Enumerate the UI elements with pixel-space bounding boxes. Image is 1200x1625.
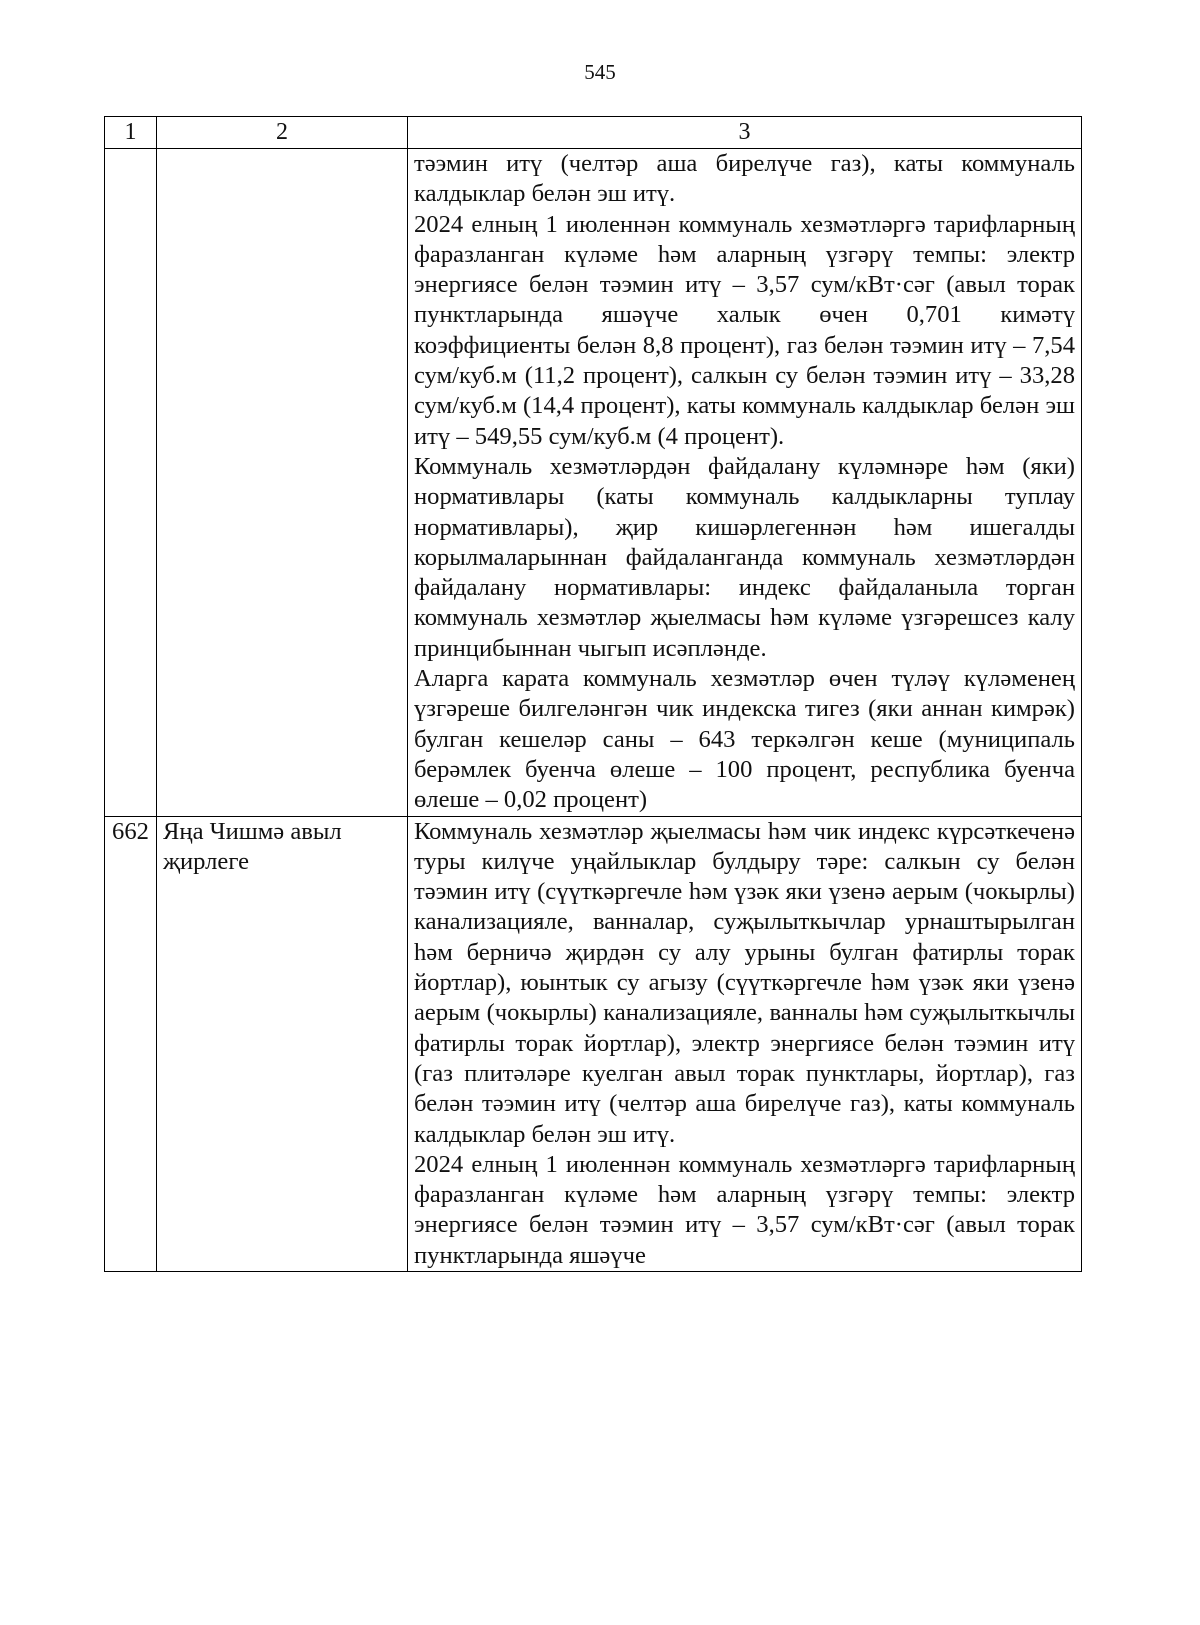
description-paragraph: 2024 елның 1 июленнән коммуналь хезмәтләргә тарифларның фаразланган күләме һәм аларның үзгәрү темпы: электр энергиясе белән тәэмин итү – 3,57 сум/кВт·сәг (авыл торак пунктларында яшәүче (414, 1150, 1075, 1269)
column-header-1: 1 (105, 117, 157, 149)
row-description (408, 149, 1082, 817)
description-paragraph: тәэмин итү (челтәр аша бирелүче газ), каты коммуналь калдыклар белән эш итү. (414, 150, 1075, 208)
column-header-2: 2 (157, 117, 408, 149)
description-paragraph: Коммуналь хезмәтләр җыелмасы һәм чик индекс күрсәткеченә туры килүче уңайлыклар булдыру тәре: салкын су белән тәэмин итү (сүүткәргечле һәм үзәк яки үзенә аерым (чокырлы) канализацияле, ванналар, суҗылыткычлар урнаштырылган һәм берничә җирдән су алу урыны булган фатирлы торак йортлар), юынтык су агызу (сүүткәргечле һәм үзәк яки үзенә аерым (чокырлы) канализацияле, ванналы һәм суҗылыткычлы фатирлы торак йортлар), электр энергиясе белән тәэмин итү (газ плитәләре куелган авыл торак пунктлары, йортлар), газ белән тәэмин итү (челтәр аша бирелүче газ), каты коммуналь калдыклар белән эш итү. (414, 817, 1075, 1148)
row-name-line: җирлеге (163, 847, 249, 875)
row-description (408, 816, 1082, 1271)
column-header-3: 3 (408, 117, 1082, 149)
table-row (105, 149, 1082, 817)
description-paragraph: 2024 елның 1 июленнән коммуналь хезмәтләргә тарифларның фаразланган күләме һәм аларның үзгәрү темпы: электр энергиясе белән тәэмин итү – 3,57 сум/кВт·сәг (авыл торак пунктларында яшәүче халык өчен 0,701 кимәтү коэффициенты белән 8,8 процент), газ белән тәэмин итү – 7,54 сум/куб.м (11,2 процент), салкын су белән тәэмин итү – 33,28 сум/куб.м (14,4 процент), каты коммуналь калдыклар белән эш итү – 549,55 сум/куб.м (4 процент). (414, 210, 1075, 450)
description-paragraph: Аларга карата коммуналь хезмәтләр өчен түләү күләменең үзгәреше билгеләнгән чик индекска тигез (яки аннан кимрәк) булган кешеләр саны – 643 теркәлгән кеше (муниципаль берәмлек буенча өлеше – 100 процент, республика буенча өлеше – 0,02 процент) (414, 665, 1075, 814)
page-number: 545 (584, 60, 616, 84)
table-row (105, 816, 1082, 1271)
row-number (105, 149, 157, 817)
document-table (104, 116, 1082, 1272)
description-paragraph: Коммуналь хезмәтләрдән файдалану күләмнәре һәм (яки) нормативлары (каты коммуналь калдыкларны туплау нормативлары), җир кишәрлегеннән һәм ишегалды корылмаларыннан файдаланганда коммуналь хезмәтләрдән файдалану нормативлары: индекс файдаланыла торган коммуналь хезмәтләр җыелмасы һәм күләме үзгәрешсез калу принцибыннан чыгып исәпләнде. (414, 452, 1075, 662)
row-name-line: Яңа Чишмә авыл (163, 817, 342, 845)
row-name (157, 149, 408, 817)
row-name (157, 816, 408, 1271)
table-header-row (105, 117, 1082, 149)
row-number: 662 (105, 816, 157, 1271)
